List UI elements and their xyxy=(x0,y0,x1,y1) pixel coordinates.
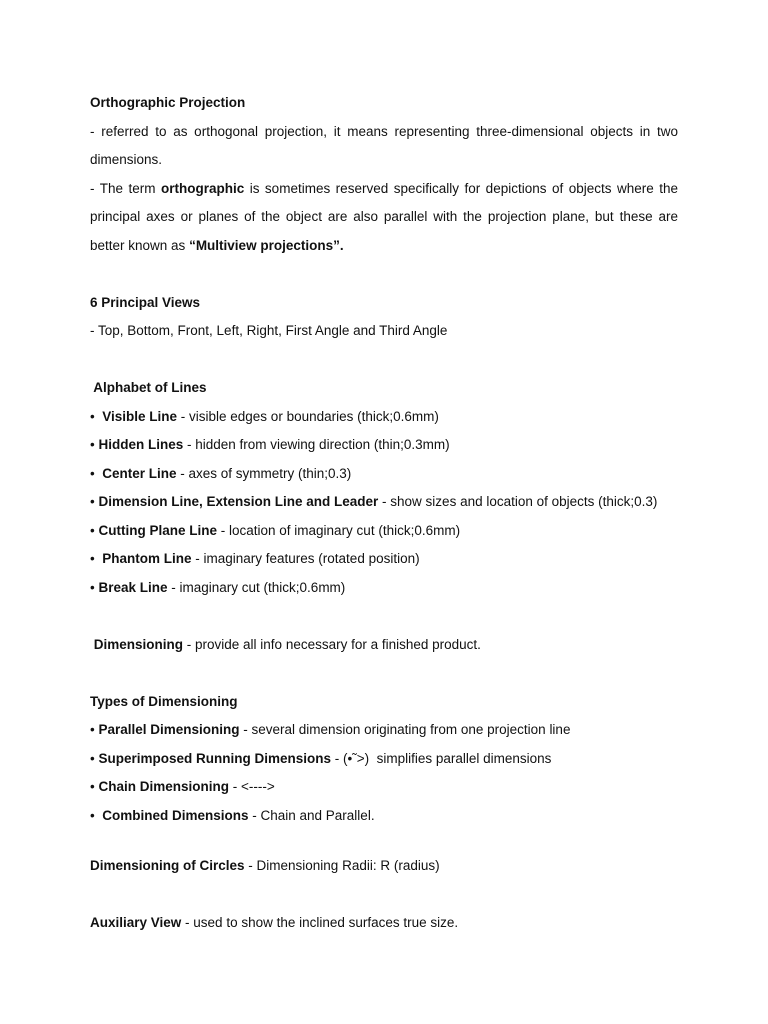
bold-term: Visible Line xyxy=(102,408,178,424)
paragraph-line xyxy=(90,232,678,261)
bullet: • xyxy=(90,779,99,794)
paragraph-line xyxy=(90,175,678,204)
bullet: • xyxy=(90,579,99,595)
auxiliary-view-line xyxy=(90,909,678,938)
bold-term: Combined Dimensions xyxy=(102,807,249,823)
item-description: - imaginary cut (thick;0.6mm) xyxy=(167,579,346,595)
document-body xyxy=(90,89,678,938)
list-item xyxy=(90,773,678,802)
list-item xyxy=(90,802,678,831)
item-description: - Chain and Parallel. xyxy=(248,807,375,823)
list-item xyxy=(90,716,678,745)
item-description: - axes of symmetry (thin;0.3) xyxy=(176,465,352,481)
bold-term: Dimensioning of Circles xyxy=(90,858,245,873)
item-description: - show sizes and location of objects (thick;0.3) xyxy=(378,494,658,509)
dimensioning-line xyxy=(90,631,678,660)
item-description: - Dimensioning Radii: R (radius) xyxy=(244,858,440,873)
heading-principal-views: 6 Principal Views xyxy=(90,294,201,310)
bold-term: orthographic xyxy=(160,180,245,196)
bold-term: Hidden Lines xyxy=(98,437,184,452)
item-description: - (•˜>) simplifies parallel dimensions xyxy=(331,750,552,766)
item-description: - imaginary features (rotated position) xyxy=(191,551,420,566)
bold-term: Chain Dimensioning xyxy=(98,779,229,794)
bold-term: Break Line xyxy=(98,579,168,595)
bold-term: Auxiliary View xyxy=(90,915,182,930)
paragraph-line: dimensions. xyxy=(90,152,163,167)
bold-term: Superimposed Running Dimensions xyxy=(98,750,332,766)
list-item xyxy=(90,403,678,432)
bold-term: Phantom Line xyxy=(102,551,192,566)
item-description: - <----> xyxy=(229,779,275,794)
item-description: - several dimension originating from one projection line xyxy=(239,722,571,737)
text-run: better known as xyxy=(90,237,190,253)
bullet: • xyxy=(90,551,103,566)
text-run: is sometimes reserved specifically for depictions of objects where the xyxy=(244,180,678,196)
circles-dimensioning-line xyxy=(90,852,678,881)
paragraph-line: principal axes or planes of the object are also parallel with the projection plane, but these are xyxy=(90,209,678,224)
item-description: - visible edges or boundaries (thick;0.6mm) xyxy=(177,408,439,424)
bold-term: Dimensioning xyxy=(90,636,184,652)
heading-orthographic-projection: Orthographic Projection xyxy=(90,95,246,110)
bold-term: Center Line xyxy=(102,465,177,481)
bold-term: Parallel Dimensioning xyxy=(98,722,240,737)
list-item xyxy=(90,574,678,603)
list-item xyxy=(90,745,678,774)
bullet: • xyxy=(90,465,103,481)
paragraph-line: - referred to as orthogonal projection, it means representing three-dimensional objects in two xyxy=(90,123,678,139)
bold-term: Dimension Line, Extension Line and Leader xyxy=(98,494,379,509)
bold-term: Cutting Plane Line xyxy=(98,522,217,538)
item-description: - location of imaginary cut (thick;0.6mm) xyxy=(217,522,461,538)
heading-types-of-dimensioning: Types of Dimensioning xyxy=(90,693,238,709)
bullet: • xyxy=(90,750,99,766)
heading-alphabet-of-lines: Alphabet of Lines xyxy=(90,380,207,395)
paragraph-line: - Top, Bottom, Front, Left, Right, First Angle and Third Angle xyxy=(90,323,448,338)
item-description: - used to show the inclined surfaces true size. xyxy=(181,915,459,930)
list-item xyxy=(90,488,678,517)
list-item xyxy=(90,545,678,574)
bold-term: “Multiview projections”. xyxy=(189,237,344,253)
list-item xyxy=(90,460,678,489)
text-run: - The term xyxy=(90,180,161,196)
bullet: • xyxy=(90,494,99,509)
bullet: • xyxy=(90,722,99,737)
bullet: • xyxy=(90,522,99,538)
bullet: • xyxy=(90,807,103,823)
bullet: • xyxy=(90,437,99,452)
list-item xyxy=(90,517,678,546)
list-item xyxy=(90,431,678,460)
item-description: - hidden from viewing direction (thin;0.3mm) xyxy=(183,437,450,452)
item-description: - provide all info necessary for a finished product. xyxy=(183,636,481,652)
bullet: • xyxy=(90,408,103,424)
